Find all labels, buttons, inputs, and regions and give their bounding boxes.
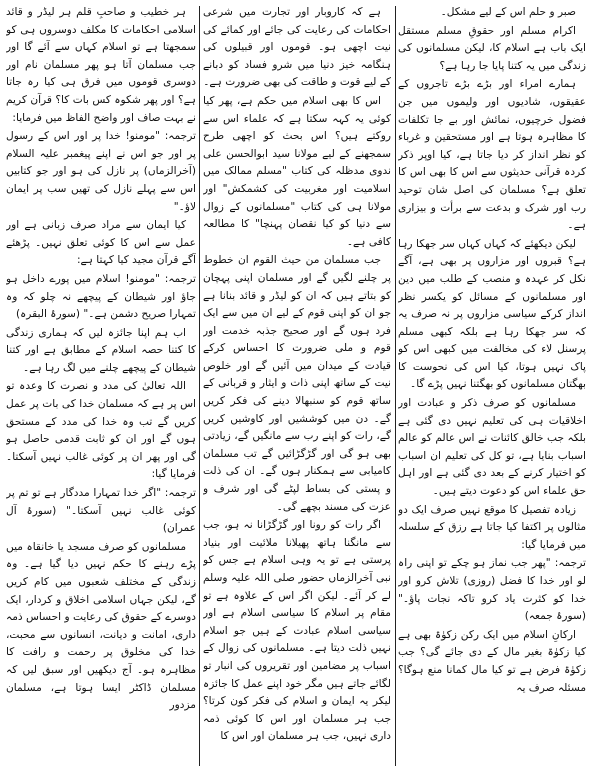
paragraph: ہے کہ کاروبار اور تجارت میں شرعی احکامات کی رعایت کی جائے اور کمائے کی نیت اچھی ہو۔ قوموں اور قبیلوں کی ہنگامہ خیز دنیا میں شرو فساد کو دبانے کے لیے قوت و طاقت کی بھی ضرورت ہے۔ — [203, 6, 391, 89]
paragraph: ہر خطیب و صاحبِ قلم ہر لیڈر و قائد اسلامی احکامات کا مکلف دوسروں ہی کو سمجھتا ہے تو اسلام کہاں سے آئے گا اور جب مسلمان آتا ہو پھر مسلمان نام اور دوسری قوموں میں فرق ہی کیا رہ جاتا ہے؟ اور پھر شکوہ کس بات کا؟ قرآن کریم نے بہت صاف اور واضح الفاظ میں فرمایا: — [6, 6, 196, 124]
paragraph: ہمارے امراء اور بڑے بڑے تاجروں کے عقیقوں، شادیوں اور ولیموں میں جن فضول خرچیوں، نمائش اور بے جا تکلفات کا مظاہرہ ہوتا ہے اور مستحقین و غرباء کو نظر انداز کر دیا جاتا ہے، کیا اوپر ذکر کردہ قرآنی حدیثوں سے اس کا بھی اس کا تعلق ہے؟ مسلمان کی اصل شان توحید رب اور شرک و بدعت سے برأت و بیزاری ہے۔ — [398, 78, 586, 232]
text-column-left — [6, 4, 196, 769]
paragraph: جب مسلمان من حیث القوم ان خطوط پر چلنے لگیں گے اور مسلمان اپنی پہچان کو بتاتے ہیں کہ ان کو لیڈر و قائد بنانا ہے جو ان کو اپنی قوم کے لیے ان میں سے ایک فرد ہوں گے اور صحیح جذبہ خدمت اور قوم و ملی ضرورت کا احساس کرکے قیادت کے میدان میں آئیں گے اور خلوص نیت کے ساتھ اپنی ذات و ایثار و قربانی کے ساتھ قوم کو سنبھالا دینے کی فکر کریں گے۔ دن میں کوششیں اور کاوشیں کریں گے، رات کو اپنے رب سے مانگیں گے، زیادتی بھی ہو گی اور گڑگڑائیں گے تب مسلمان کامیابی سے ہمکنار ہوں گے۔ ان کی ذلت و پستی کی بساط لپٹے گی اور شرف و عزت کی مسند بچھے گی۔ — [203, 254, 391, 513]
paragraph: مسلمانوں کو صرف مسجد یا خانقاہ میں پڑے رہنے کا حکم نہیں دیا گیا ہے۔ وہ زندگی کے مختلف شعبوں میں کام کریں گے، لیکن جہاں اسلامی اخلاق و کردار، ایک دوسرے کے حقوق کی رعایت و احساس ذمہ داری، امانت و دیانت، انسانوں سے محبت، خدا کی مخلوق پر رحمت و رافت کا مظاہرہ ہو۔ آج دیکھیں اور سبق لیں کہ مسلمان ڈاکٹر ایسا ہوتا ہے، مسلمان مزدور — [6, 540, 196, 712]
paragraph: کیا ایمان سے مراد صرف زبانی ہے اور عمل سے اس کا کوئی تعلق نہیں۔ پڑھئے آگے قرآن مجید کیا کہتا ہے: — [6, 219, 196, 267]
paragraph: لیکن دیکھئے کہ کہاں کہاں سر جھکا رہا ہے؟ قبروں اور مزاروں پر بھی ہے، آگے نکل کر عہدہ و منصب کے طلب میں دین اور مسلمانوں کے مسائل کو یکسر نظر انداز کرکے سیاسی مزاروں پر نہ صرف یہ کہ سر جھکا رہا ہے بلکہ کبھی مسلم پرسنل لاء کی مخالفت میں کبھی اس کو پاک نہیں ہوتا، کیا اس کی نحوست کا بھگتان مسلمانوں کو بھگتنا نہیں پڑے گا۔ — [398, 237, 586, 391]
paragraph: ارکانِ اسلام میں ایک رکن زکوٰۃ بھی ہے کیا زکوٰۃ بغیر مال کے دی جائے گی؟ جب زکوٰۃ فرض ہے تو کیا مال کمانا منع ہوگا؟ مسئلہ صرف یہ — [398, 628, 586, 694]
paragraph: زیادہ تفصیل کا موقع نہیں صرف ایک دو مثالوں پر اکتفا کیا جاتا ہے رزق کے سلسلہ میں فرمایا گیا: — [398, 503, 586, 551]
paragraph: صبر و حلم اس کے لیے مشکل۔ — [440, 6, 576, 18]
quran-translation-quote: ترجمہ: "اگر خدا تمہارا مددگار ہے تو تم پر کوئی غالب نہیں آسکتا۔" (سورۂ آل عمران) — [6, 487, 196, 535]
column-divider — [199, 6, 200, 766]
paragraph: اس کا بھی اسلام میں حکم ہے، پھر کیا کوئی یہ کہہ سکتا ہے کہ علماء اس سے روکتے ہیں؟ اس بحث کو اچھی طرح سمجھنے کے لیے مولانا سید ابوالحسن علی ندوی مدظلہ کی کتاب "مسلم ممالک میں اسلامیت اور مغربیت کی کشمکش" اور مولانا ہی کی کتاب "مسلمانوں کے زوال سے دنیا کو کیا نقصان پہنچا" کا مطالعہ کافی ہے۔ — [203, 94, 391, 248]
text-column-middle — [203, 4, 391, 769]
quran-translation-quote: ترجمہ: "مومنو! خدا پر اور اس کے رسول پر اور جو اس نے اپنے پیغمبر علیہ السلام (آخرالزماں) پر نازل کی ہو اور جو کتابیں اس سے پہلے نازل کی تھیں سب پر ایمان لاؤ۔" — [6, 130, 196, 213]
paragraph: اللہ تعالیٰ کی مدد و نصرت کا وعدہ تو اس پر ہے کہ مسلمان خدا کی بات پر عمل کریں گے تب وہ خدا کی مدد کے مستحق ہوں گے اور ان کو ثابت قدمی حاصل ہو گی اور پھر ان پر کوئی غالب نہیں آسکتا۔ فرمایا گیا: — [6, 380, 196, 481]
paragraph: مسلمانوں کو صرف ذکر و عبادت اور اخلاقیات ہی کی تعلیم نہیں دی گئی ہے بلکہ جب خالق کائنات نے اس عالم کو عالم اسباب بنایا ہے، تو کل کی تعلیم ان اسباب کو اختیار کرنے کے بعد دی گئی ہے اور اہل حق علماء اس کو دعوت دیتے ہیں۔ — [398, 397, 586, 498]
paragraph: اگر رات کو رونا اور گڑگڑانا نہ ہو، جب سے مانگنا ہاتھ پھیلانا ملائیت اور بنیاد پرستی ہے تو یہ وہی اسلام ہے جس کو نبی آخرالزماں حضور صلی اللہ علیہ وسلم لے کر آئے۔ لیکن اگر اس کے علاوہ ہے تو مقام پر اسلام کا سیاسی اسلام ہے اور سیاسی اسلام عبادت کے ہیں جو اسلام نہیں ذلت دیتا ہے۔ مسلمانوں کی زوال کے اسباب پر مضامین اور تقریروں کی انبار تو لگائے جاتے ہیں مگر خود اپنے عمل کا جائزہ لیکر یہ ایمان و اسلام کی فکر کون کرتا؟ جب ہر مسلمان اور اس کا کوئی ذمہ داری نہیں، جب ہر مسلمان اور اس کا — [203, 519, 391, 743]
column-divider — [395, 6, 396, 766]
quran-translation-quote: ترجمہ: "مومنو! اسلام میں پورے داخل ہو جاؤ اور شیطان کے پیچھے نہ چلو کہ وہ تمہارا صریح دشمن ہے۔" (سورۂ البقرہ) — [6, 272, 196, 321]
paragraph: اکرام مسلم اور حقوقِ مسلم مستقل ایک باب ہے اسلام کا، لیکن مسلمانوں کی زندگی میں یہ کتنا پایا جا رہا ہے؟ — [398, 24, 586, 72]
quran-translation-quote: ترجمہ: "پھر جب نماز ہو چکے تو اپنی راہ لو اور خدا کا فضل (روزی) تلاش کرو اور خدا کو کثرت یاد کرو تاکہ نجات پاؤ۔" (سورۂ جمعہ) — [398, 557, 586, 623]
text-column-right — [398, 4, 586, 769]
paragraph: اب ہم اپنا جائزہ لیں کہ ہماری زندگی کا کتنا حصہ اسلام کے مطابق ہے اور کتنا شیطان کے پیچھے چلنے میں لگ رہا ہے۔ — [6, 326, 196, 374]
